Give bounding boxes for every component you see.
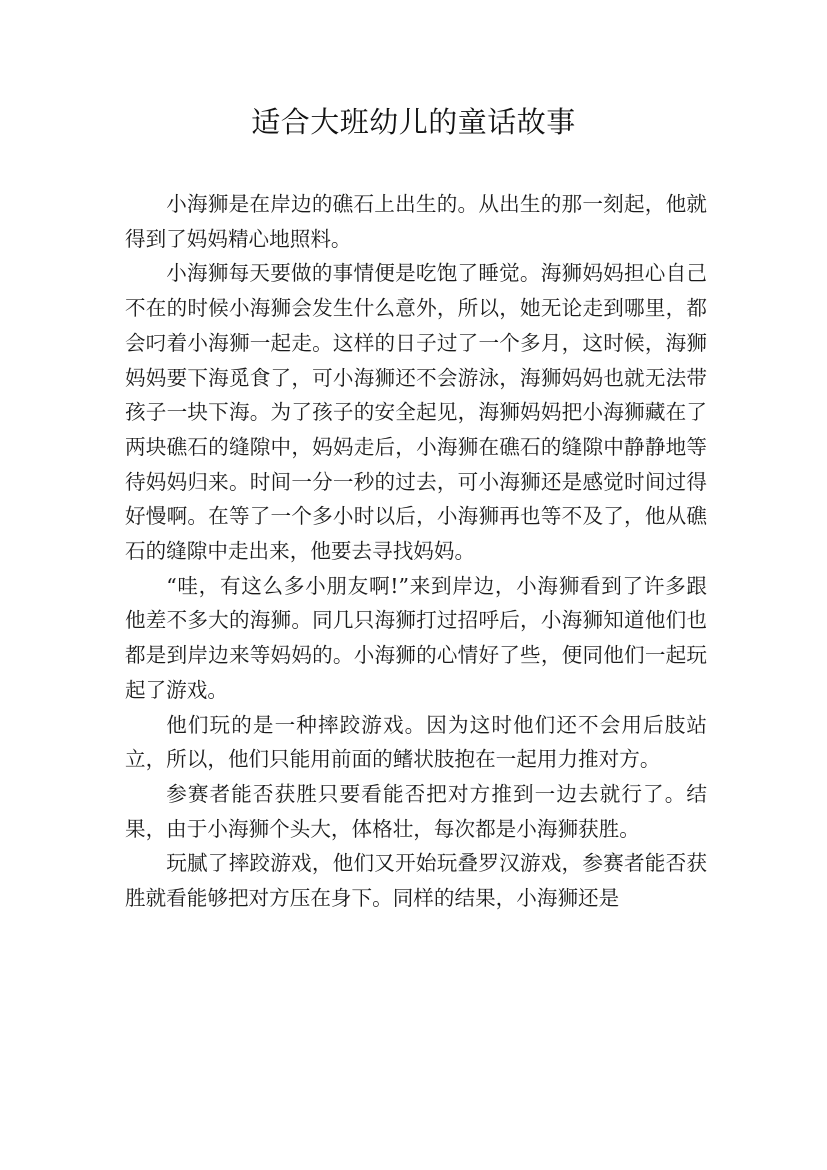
paragraph-3: “哇，有这么多小朋友啊!”来到岸边，小海狮看到了许多跟他差不多大的海狮。同几只海狮打过招呼后，小海狮知道他们也都是到岸边来等妈妈的。小海狮的心情好了些，便同他们一起玩起了游戏。	[125, 573, 707, 702]
paragraph-6: 玩腻了摔跤游戏，他们又开始玩叠罗汉游戏，参赛者能否获胜就看能够把对方压在身下。同样的结果，小海狮还是	[125, 851, 707, 911]
document-title: 适合大班幼儿的童话故事	[251, 105, 576, 139]
paragraph-4: 他们玩的是一种摔跤游戏。因为这时他们还不会用后肢站立，所以，他们只能用前面的鳍状肢抱在一起用力推对方。	[125, 712, 707, 772]
paragraph-2: 小海狮每天要做的事情便是吃饱了睡觉。海狮妈妈担心自己不在的时候小海狮会发生什么意外，所以，她无论走到哪里，都会叼着小海狮一起走。这样的日子过了一个多月，这时候，海狮妈妈要下海觅食了，可小海狮还不会游泳，海狮妈妈也就无法带孩子一块下海。为了孩子的安全起见，海狮妈妈把小海狮藏在了两块礁石的缝隙中，妈妈走后，小海狮在礁石的缝隙中静静地等待妈妈归来。时间一分一秒的过去，可小海狮还是感觉时间过得好慢啊。在等了一个多小时以后，小海狮再也等不及了，他从礁石的缝隙中走出来，他要去寻找妈妈。	[125, 261, 707, 564]
paragraph-1: 小海狮是在岸边的礁石上出生的。从出生的那一刻起，他就得到了妈妈精心地照料。	[125, 192, 707, 251]
paragraph-5: 参赛者能否获胜只要看能否把对方推到一边去就行了。结果，由于小海狮个头大，体格壮，每次都是小海狮获胜。	[125, 781, 707, 841]
document-body	[125, 187, 707, 916]
